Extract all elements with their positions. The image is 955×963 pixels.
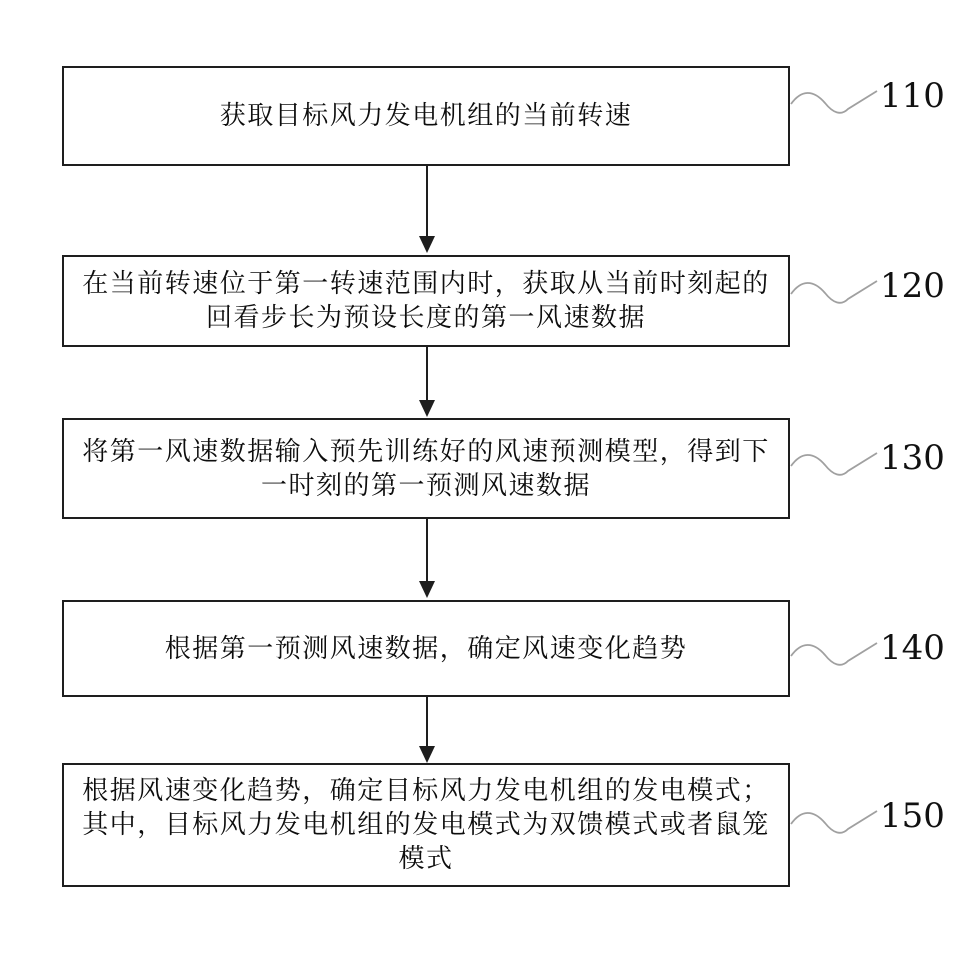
flow-step-box-150 — [62, 763, 790, 887]
ref-number-140: 140 — [880, 628, 945, 668]
arrow-head — [419, 746, 435, 763]
flow-step-box-140 — [62, 600, 790, 697]
wave-connector-150 — [789, 808, 881, 842]
step-text-line: 将第一风速数据输入预先训练好的风速预测模型，得到下 — [82, 436, 770, 467]
step-text-line: 回看步长为预设长度的第一风速数据 — [205, 303, 646, 333]
arrow-head — [419, 236, 435, 253]
arrow-shaft — [426, 347, 428, 400]
flow-step-box-130 — [62, 418, 790, 519]
step-text-line: 一时刻的第一预测风速数据 — [260, 470, 591, 501]
wave-connector-140 — [789, 640, 881, 674]
wave-connector-120 — [789, 278, 881, 312]
wave-connector-110 — [789, 88, 881, 122]
ref-number-120: 120 — [880, 266, 945, 306]
down-arrow-icon — [419, 347, 435, 417]
ref-number-130: 130 — [880, 438, 945, 478]
arrow-head — [419, 400, 435, 417]
arrow-head — [419, 581, 435, 598]
arrow-shaft — [426, 697, 428, 746]
step-text-line: 根据风速变化趋势，确定目标风力发电机组的发电模式； — [82, 776, 770, 806]
step-text-line: 在当前转速位于第一转速范围内时，获取从当前时刻起的 — [82, 269, 770, 299]
arrow-shaft — [426, 519, 428, 581]
flow-step-box-110 — [62, 66, 790, 166]
step-text-line: 根据第一预测风速数据，确定风速变化趋势 — [164, 633, 688, 664]
down-arrow-icon — [419, 166, 435, 253]
arrow-shaft — [426, 166, 428, 236]
down-arrow-icon — [419, 519, 435, 598]
flow-step-box-120 — [62, 255, 790, 347]
wave-connector-130 — [789, 450, 881, 484]
down-arrow-icon — [419, 697, 435, 763]
step-text-line: 获取目标风力发电机组的当前转速 — [219, 101, 633, 131]
step-text-line: 模式 — [398, 844, 454, 874]
ref-number-110: 110 — [880, 76, 945, 116]
ref-number-150: 150 — [880, 796, 945, 836]
step-text-line: 其中，目标风力发电机组的发电模式为双馈模式或者鼠笼 — [82, 810, 770, 840]
